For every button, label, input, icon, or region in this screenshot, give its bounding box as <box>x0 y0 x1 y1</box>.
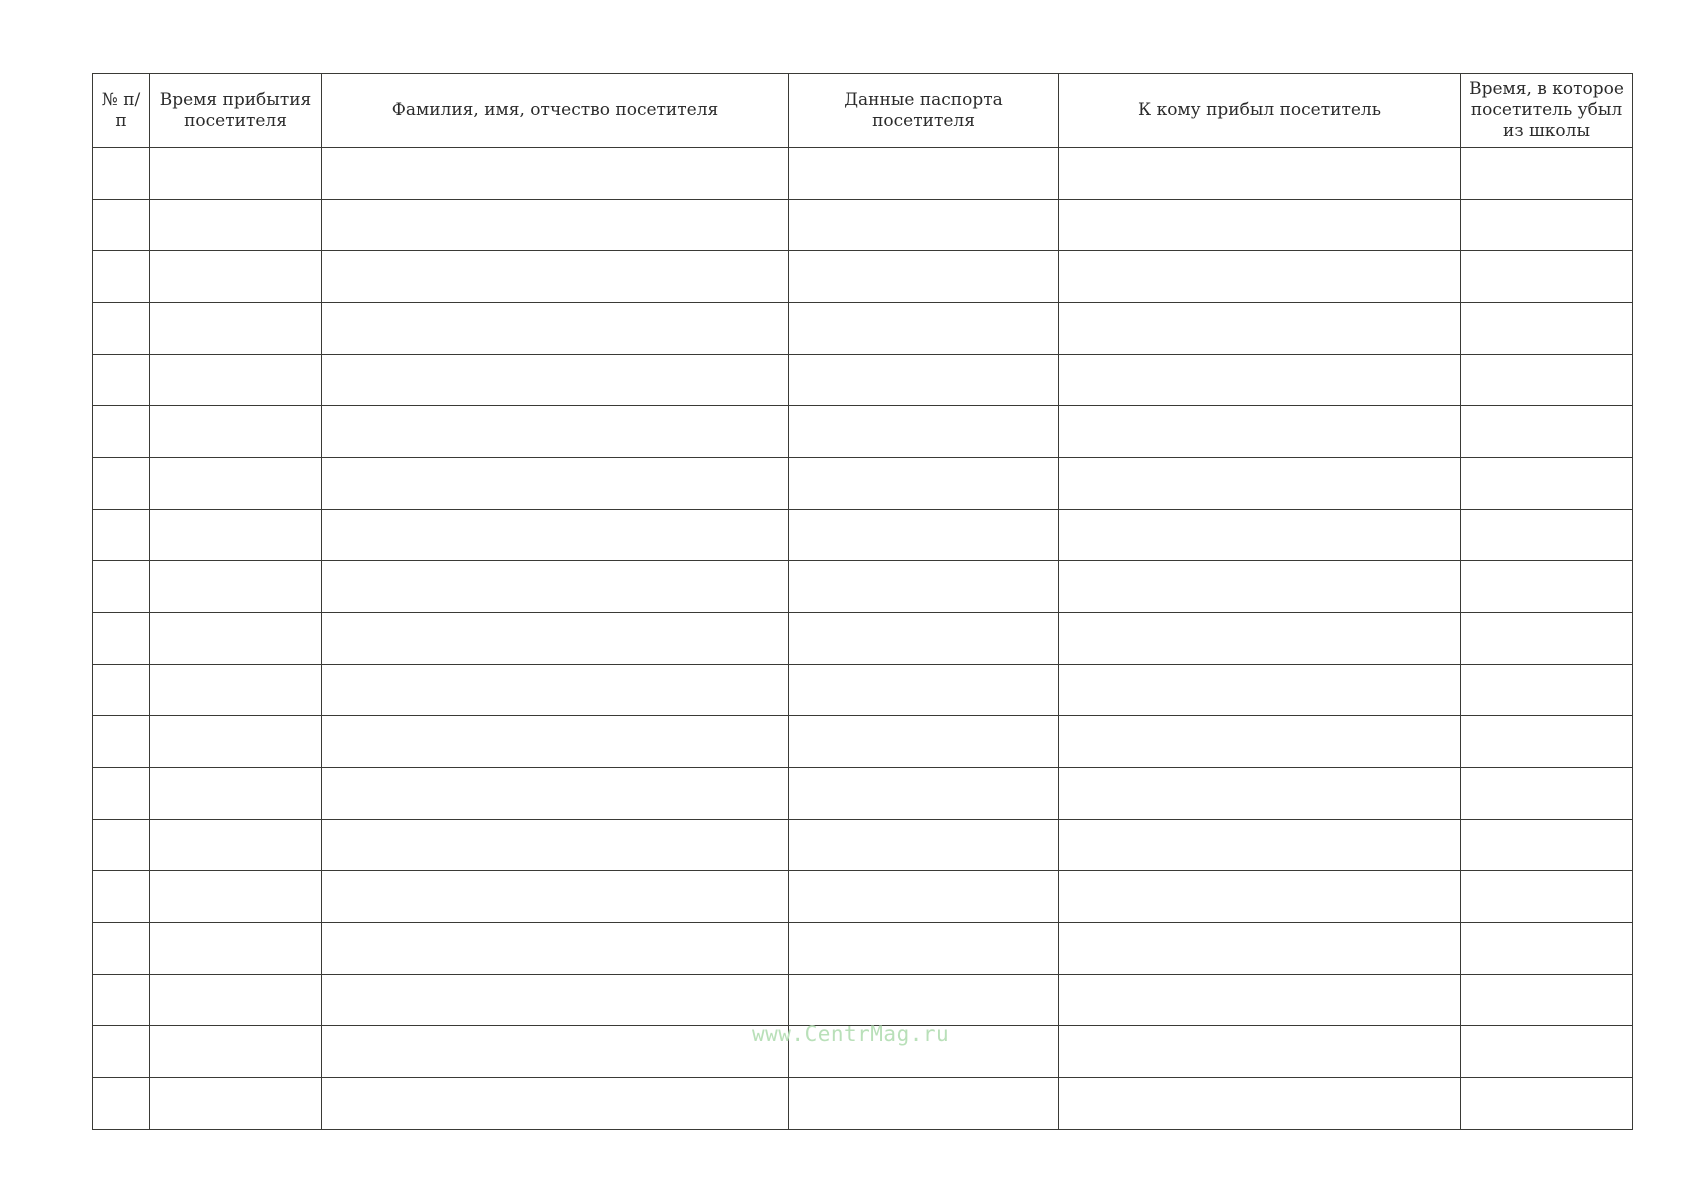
table-cell[interactable] <box>150 664 322 716</box>
table-row <box>93 509 1633 561</box>
table-cell[interactable] <box>1461 509 1633 561</box>
table-row <box>93 871 1633 923</box>
column-header-departure-time: Время, в которое посетитель убыл из школы <box>1461 74 1633 148</box>
table-cell[interactable] <box>150 458 322 510</box>
table-cell[interactable] <box>789 613 1059 665</box>
table-row <box>93 148 1633 200</box>
table-cell[interactable] <box>1461 561 1633 613</box>
table-cell[interactable] <box>150 199 322 251</box>
table-cell[interactable] <box>789 819 1059 871</box>
table-cell[interactable] <box>789 871 1059 923</box>
table-cell[interactable] <box>150 768 322 820</box>
table-cell[interactable] <box>789 199 1059 251</box>
table-cell[interactable] <box>322 251 789 303</box>
table-cell[interactable] <box>1461 406 1633 458</box>
watermark: www.CentrMag.ru <box>752 1022 950 1046</box>
table-cell[interactable] <box>93 664 150 716</box>
table-row <box>93 768 1633 820</box>
table-cell[interactable] <box>93 148 150 200</box>
table-cell[interactable] <box>1461 458 1633 510</box>
table-cell[interactable] <box>789 458 1059 510</box>
visitor-log-table <box>92 73 1633 1130</box>
table-cell[interactable] <box>93 406 150 458</box>
table-cell[interactable] <box>322 509 789 561</box>
table-cell[interactable] <box>789 406 1059 458</box>
table-cell[interactable] <box>1461 819 1633 871</box>
table-cell[interactable] <box>93 561 150 613</box>
table-cell[interactable] <box>150 716 322 768</box>
table-cell[interactable] <box>322 1078 789 1130</box>
table-cell[interactable] <box>1461 251 1633 303</box>
table-row <box>93 974 1633 1026</box>
table-row <box>93 819 1633 871</box>
table-cell[interactable] <box>1059 871 1461 923</box>
table-cell[interactable] <box>322 974 789 1026</box>
table-cell[interactable] <box>1059 768 1461 820</box>
table-cell[interactable] <box>150 251 322 303</box>
table-cell[interactable] <box>1461 1078 1633 1130</box>
table-cell[interactable] <box>1059 303 1461 355</box>
table-cell[interactable] <box>150 1026 322 1078</box>
table-row <box>93 561 1633 613</box>
table-cell[interactable] <box>150 509 322 561</box>
table-cell[interactable] <box>93 251 150 303</box>
table-cell[interactable] <box>150 148 322 200</box>
table-cell[interactable] <box>150 303 322 355</box>
table-cell[interactable] <box>789 664 1059 716</box>
table-cell[interactable] <box>789 509 1059 561</box>
table-cell[interactable] <box>322 1026 789 1078</box>
visitor-log-sheet <box>92 73 1632 1130</box>
table-cell[interactable] <box>1059 509 1461 561</box>
table-cell[interactable] <box>1059 664 1461 716</box>
table-header-row <box>93 74 1633 148</box>
table-row <box>93 406 1633 458</box>
table-cell[interactable] <box>150 561 322 613</box>
table-cell[interactable] <box>1461 303 1633 355</box>
table-cell[interactable] <box>1059 199 1461 251</box>
table-cell[interactable] <box>93 974 150 1026</box>
table-cell[interactable] <box>322 819 789 871</box>
table-cell[interactable] <box>93 1078 150 1130</box>
table-cell[interactable] <box>150 974 322 1026</box>
table-cell[interactable] <box>1461 354 1633 406</box>
table-cell[interactable] <box>322 923 789 975</box>
table-cell[interactable] <box>789 303 1059 355</box>
table-cell[interactable] <box>789 1078 1059 1130</box>
table-cell[interactable] <box>93 716 150 768</box>
table-cell[interactable] <box>1461 871 1633 923</box>
table-cell[interactable] <box>322 871 789 923</box>
table-row <box>93 354 1633 406</box>
table-cell[interactable] <box>93 303 150 355</box>
table-cell[interactable] <box>1461 613 1633 665</box>
table-row <box>93 923 1633 975</box>
table-cell[interactable] <box>93 819 150 871</box>
table-cell[interactable] <box>93 1026 150 1078</box>
column-header-number: № п/п <box>93 74 150 148</box>
table-cell[interactable] <box>1461 1026 1633 1078</box>
table-cell[interactable] <box>93 458 150 510</box>
table-cell[interactable] <box>322 303 789 355</box>
table-cell[interactable] <box>322 664 789 716</box>
column-header-arrival-time: Время прибытия посетителя <box>150 74 322 148</box>
table-row <box>93 303 1633 355</box>
column-header-full-name: Фамилия, имя, отчество посетителя <box>322 74 789 148</box>
table-cell[interactable] <box>789 148 1059 200</box>
table-cell[interactable] <box>1059 458 1461 510</box>
table-cell[interactable] <box>93 923 150 975</box>
table-cell[interactable] <box>1059 561 1461 613</box>
table-cell[interactable] <box>1461 199 1633 251</box>
table-cell[interactable] <box>1461 664 1633 716</box>
table-cell[interactable] <box>93 871 150 923</box>
table-cell[interactable] <box>789 716 1059 768</box>
table-cell[interactable] <box>1059 1078 1461 1130</box>
table-cell[interactable] <box>150 923 322 975</box>
table-cell[interactable] <box>150 406 322 458</box>
table-cell[interactable] <box>1461 974 1633 1026</box>
table-cell[interactable] <box>322 561 789 613</box>
table-cell[interactable] <box>93 354 150 406</box>
table-cell[interactable] <box>93 613 150 665</box>
table-cell[interactable] <box>322 458 789 510</box>
table-cell[interactable] <box>1059 1026 1461 1078</box>
table-row <box>93 458 1633 510</box>
table-cell[interactable] <box>789 354 1059 406</box>
table-cell[interactable] <box>1059 148 1461 200</box>
table-cell[interactable] <box>1059 716 1461 768</box>
table-cell[interactable] <box>150 1078 322 1130</box>
table-cell[interactable] <box>322 148 789 200</box>
table-cell[interactable] <box>1059 251 1461 303</box>
table-cell[interactable] <box>1059 354 1461 406</box>
table-cell[interactable] <box>150 613 322 665</box>
table-cell[interactable] <box>1059 613 1461 665</box>
table-cell[interactable] <box>1059 923 1461 975</box>
table-row <box>93 251 1633 303</box>
table-cell[interactable] <box>1059 974 1461 1026</box>
table-cell[interactable] <box>322 768 789 820</box>
table-row <box>93 613 1633 665</box>
table-cell[interactable] <box>93 509 150 561</box>
table-cell[interactable] <box>150 819 322 871</box>
table-cell[interactable] <box>1461 148 1633 200</box>
table-cell[interactable] <box>322 199 789 251</box>
table-cell[interactable] <box>322 716 789 768</box>
table-row <box>93 199 1633 251</box>
table-cell[interactable] <box>789 561 1059 613</box>
table-cell[interactable] <box>322 354 789 406</box>
table-cell[interactable] <box>1461 716 1633 768</box>
table-cell[interactable] <box>93 768 150 820</box>
table-cell[interactable] <box>1059 406 1461 458</box>
column-header-visiting-whom: К кому прибыл посетитель <box>1059 74 1461 148</box>
table-cell[interactable] <box>1059 819 1461 871</box>
table-cell[interactable] <box>789 974 1059 1026</box>
table-cell[interactable] <box>1461 923 1633 975</box>
table-cell[interactable] <box>1461 768 1633 820</box>
table-cell[interactable] <box>322 406 789 458</box>
table-cell[interactable] <box>789 923 1059 975</box>
table-cell[interactable] <box>93 199 150 251</box>
table-cell[interactable] <box>322 613 789 665</box>
table-cell[interactable] <box>789 251 1059 303</box>
table-cell[interactable] <box>789 768 1059 820</box>
table-row <box>93 1078 1633 1130</box>
table-cell[interactable] <box>150 354 322 406</box>
table-row <box>93 664 1633 716</box>
table-cell[interactable] <box>150 871 322 923</box>
table-row <box>93 716 1633 768</box>
column-header-passport-data: Данные паспорта посетителя <box>789 74 1059 148</box>
table-body <box>93 148 1633 1130</box>
